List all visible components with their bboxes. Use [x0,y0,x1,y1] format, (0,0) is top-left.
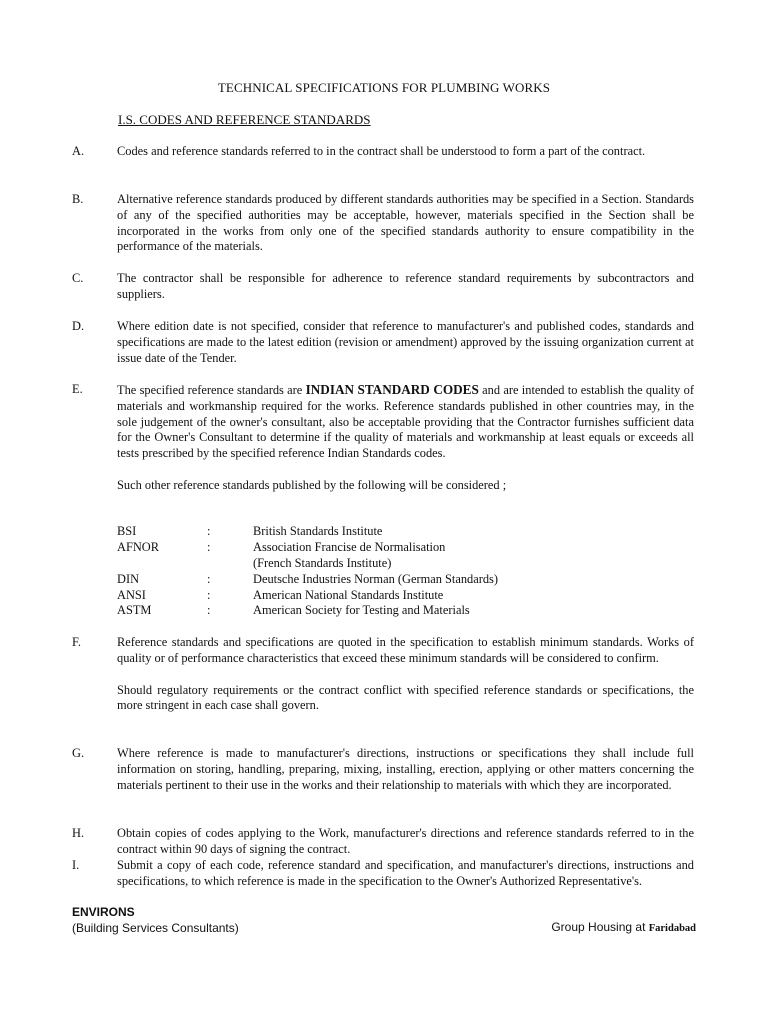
standard-colon: : [207,539,211,554]
clause-e [72,382,694,494]
clause-d-letter: D. [72,319,85,333]
clause-i-letter: I. [72,858,80,872]
clause-e-intro: Such other reference standards published by the following will be considered ; [117,477,507,492]
section-title [118,112,371,128]
clause-e-text [117,382,694,462]
standard-abbr: ANSI [117,587,146,602]
page-title: TECHNICAL SPECIFICATIONS FOR PLUMBING WORKS [217,80,551,95]
standard-name: Association Francise de Normalisation [253,539,446,554]
clause-h [72,826,694,858]
clause-g-text: Where reference is made to manufacturer's directions, instructions or specifications they shall include full information on storing, handling, preparing, mixing, installing, erection, applying or other matters concerning the materials pertinent to their use in the works and their relationship to materials with which they are incorporated. [117,746,694,792]
standard-name: Deutsche Industries Norman (German Standards) [253,571,498,586]
clause-b [72,192,694,255]
standard-name: British Standards Institute [253,524,383,538]
clause-e-text-after: and are intended to establish the quality of materials and workmanship required for the works. Reference standards published in other countries may, in the sole judgement of the owner's consultant, also be acceptable providing that the Contractor furnishes sufficient data for the Owner's Consultant to determine if the quality of materials and workmanship at least equals or exceeds all tests prescribed by the specified reference Indian Standards codes. [117,383,694,461]
indian-standard-codes-emphasis: INDIAN STANDARD CODES [305,382,479,397]
clause-d-text: Where edition date is not specified, consider that reference to manufacturer's and published codes, standards and specifications are made to the latest edition (revision or amendment) approved by the issuing organization current at issue date of the Tender. [117,319,694,365]
clause-f-letter: F. [72,635,81,649]
footer-organization [72,905,239,936]
clause-a-text: Codes and reference standards referred to in the contract shall be understood to form a part of the contract. [117,144,646,158]
clause-e-letter: E. [72,382,83,396]
clause-f [72,635,694,714]
clause-e-text-before: The specified reference standards are [117,383,306,397]
standard-abbr: ASTM [117,603,152,618]
clause-h-text: Obtain copies of codes applying to the Work, manufacturer's directions and reference standards referred to in the contract within 90 days of signing the contract. [117,826,694,856]
clause-b-letter: B. [72,192,84,206]
clause-f-text: Reference standards and specifications are quoted in the specification to establish minimum standards. Works of quality or of performance characteristics that exceed these minimum standards will be considered to confirm. [117,635,694,665]
clause-b-text: Alternative reference standards produced by different standards authorities may be specified in a Section. Standards of any of the specified authorities may be acceptable, however, materials specified in the Section shall be incorporated in the works from only one of the specified standards authority to ensure compatibility in the performance of the materials. [117,192,694,254]
clause-c-text: The contractor shall be responsible for adherence to reference standard requirements by subcontractors and suppliers. [117,271,694,301]
standard-colon: : [207,571,211,586]
clause-a-letter: A. [72,144,85,158]
clause-c [72,271,694,303]
clause-d [72,319,694,366]
clause-i [72,858,694,890]
standard-abbr: AFNOR [117,539,159,554]
clause-g [72,746,694,793]
footer-project-label: Group Housing at [551,920,649,934]
standard-colon: : [207,603,211,618]
section-title-text: I.S. CODES AND REFERENCE STANDARDS [118,112,371,127]
footer-org-subtitle: (Building Services Consultants) [72,920,239,935]
standard-colon: : [207,524,211,538]
footer-project [551,920,696,934]
standard-colon: : [207,587,211,602]
standard-abbr: DIN [117,571,140,586]
clause-c-letter: C. [72,271,84,285]
standard-name: American Society for Testing and Materials [253,603,470,618]
footer-org-name: ENVIRONS [72,905,135,919]
clause-i-text: Submit a copy of each code, reference standard and specification, and manufacturer's directions, instructions and specifications, to which reference is made in the specification to the Owner's Authorized Representative's. [117,858,694,888]
clause-h-letter: H. [72,826,85,840]
standard-abbr: BSI [117,524,137,538]
standard-name: (French Standards Institute) [253,555,392,570]
clause-a [72,144,694,160]
footer-place: Faridabad [648,923,696,934]
standard-name: American National Standards Institute [253,587,444,602]
clause-f-text-2: Should regulatory requirements or the contract conflict with specified reference standards or specifications, the more stringent in each case shall govern. [117,682,694,713]
clause-g-letter: G. [72,746,85,760]
